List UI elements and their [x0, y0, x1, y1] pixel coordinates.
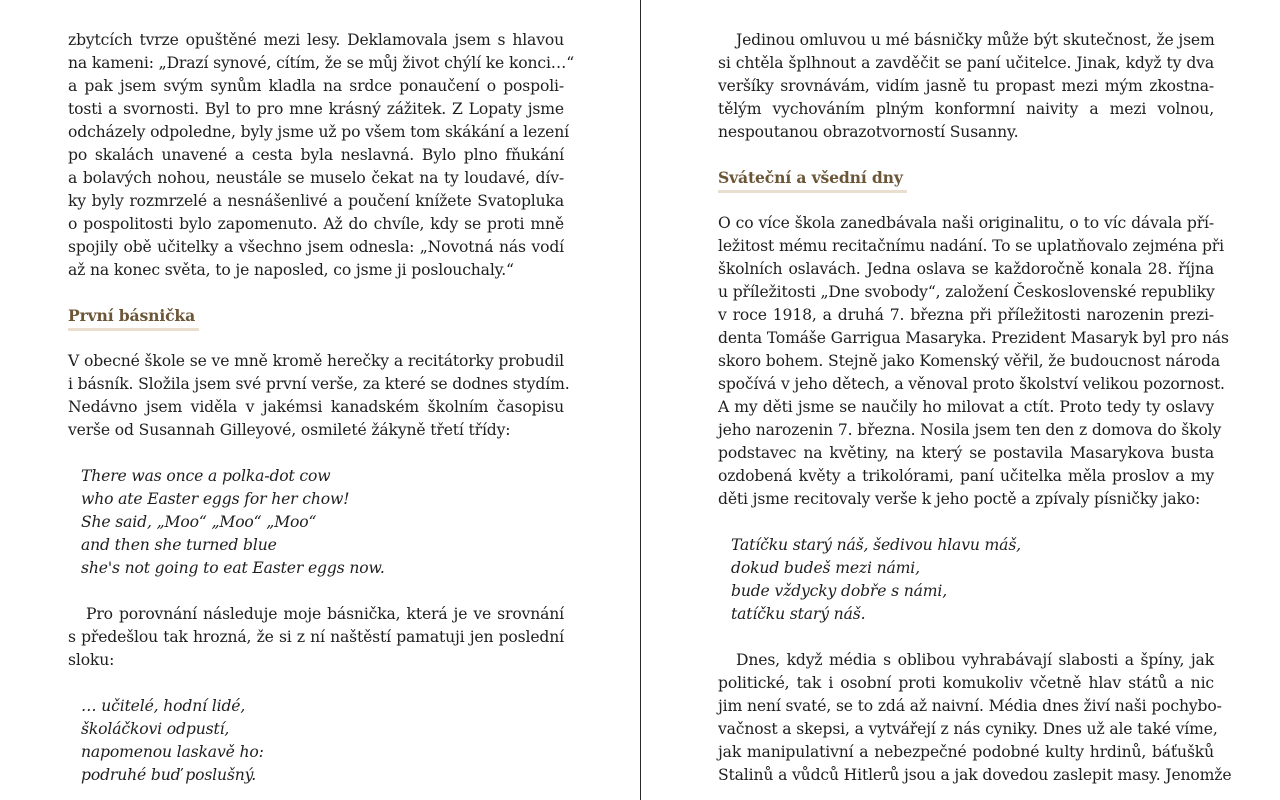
verse-line: dokud budeš mezi námi, [731, 559, 920, 577]
heading-underline [68, 328, 199, 331]
text-line: děti jsme recitovaly verše k jeho poctě a zpívaly písničky jako: [718, 490, 1201, 508]
verse-line: She said, „Moo“ „Moo“ „Moo“ [81, 513, 317, 531]
heading-underline [718, 190, 907, 193]
paragraph-comparison [68, 603, 564, 672]
text-line: skoro bohem. Stejně jako Komenský věřil, že budoucnost národa [718, 352, 1220, 370]
text-line: zbytcích tvrze opuštěné mezi lesy. Deklamovala jsem s hlavou [68, 31, 564, 49]
text-line: A my děti jsme se naučily ho milovat a ctít. Proto tedy ty oslavy [718, 398, 1214, 416]
text-line: Pro porovnání následuje moje básnička, která je ve srovnání [86, 605, 564, 623]
paragraph-lopata-trip [68, 29, 575, 282]
text-line: Jedinou omluvou u mé básničky může být skutečnost, že jsem [736, 31, 1215, 49]
text-line: ky byly rozmrzelé a nesnášenlivé a poučení knížete Svatopluka [68, 192, 564, 210]
text-line: u příležitosti „Dne svobody“, založení Československé republiky [718, 283, 1215, 301]
text-line: O co více škola zanedbávala naši originalitu, o to víc dávala pří- [718, 214, 1214, 232]
paragraph-excuse [718, 29, 1214, 144]
text-line: tělým vychováním plným konformní naivity a mezi volnou, [718, 100, 1214, 118]
text-line: nespoutanou obrazotvorností Susanny. [718, 123, 1019, 141]
verse-line: napomenou laskavě ho: [81, 743, 264, 761]
section-heading-text: Sváteční a všední dny [718, 168, 903, 187]
verse-line: she's not going to eat Easter eggs now. [81, 559, 385, 577]
paragraph-media [718, 649, 1232, 787]
verse-teachers [68, 695, 564, 787]
verse-line: There was once a polka-dot cow [81, 467, 331, 485]
section-heading-holidays [718, 166, 907, 193]
text-line: denta Tomáše Garrigua Masaryka. Prezident Masaryk byl pro nás [718, 329, 1229, 347]
text-line: s předešlou tak hrozná, že si z ní naštěstí pamatuji jen poslední [68, 628, 564, 646]
section-heading-first-poem [68, 304, 199, 331]
text-line: sloku: [68, 651, 115, 669]
text-line: spočívá v jeho dětech, a věnoval proto školství velikou pozornost. [718, 375, 1225, 393]
verse-line: školáčkovi odpustí, [81, 720, 230, 738]
paragraph-holidays [718, 212, 1229, 511]
text-line: politické, tak i osobní proti komukoliv včetně hlav států a nic [718, 674, 1214, 692]
text-line: o pospolitosti bylo zapomenuto. Až do chvíle, kdy se proti mně [68, 215, 564, 233]
text-line: podstavec na květiny, na který se postavila Masarykova busta [718, 444, 1214, 462]
right-page [718, 29, 1232, 787]
text-line: a pak jsem svým synům kladla na srdce ponaučení o pospoli- [68, 77, 564, 95]
text-line: a bolavých nohou, neustále se muselo čekat na ty loudavé, dív- [68, 169, 564, 187]
text-line: jeho narozenin 7. března. Nosila jsem ten den z domova do školy [718, 421, 1222, 439]
paragraph-school-poet [68, 350, 570, 442]
left-page [68, 29, 575, 787]
text-line: tosti a svornosti. Byl to pro mne krásný zážitek. Z Lopaty jsme [68, 100, 564, 118]
text-line: si chtěla šplhnout a zavděčit se paní učitelce. Jinak, když ty dva [718, 54, 1214, 72]
verse-line: who ate Easter eggs for her chow! [81, 490, 350, 508]
text-line: až na konec světa, to je naposled, co jsme ji poslouchaly.“ [68, 261, 514, 279]
verse-polka-dot-cow [68, 465, 564, 580]
text-line: Dnes, když média s oblibou vyhrabávají slabosti a špíny, jak [736, 651, 1214, 669]
text-line: V obecné škole se ve mně kromě herečky a recitátorky probudil [68, 352, 564, 370]
verse-line: … učitelé, hodní lidé, [81, 697, 246, 715]
page-divider [640, 0, 641, 800]
text-line: i básník. Složila jsem své první verše, za které se dodnes stydím. [68, 375, 570, 393]
text-line: v roce 1918, a druhá 7. března při příležitosti narozenin prezi- [718, 306, 1214, 324]
text-line: odcházely odpoledne, byly jsme už po všem tom skákání a lezení [68, 123, 569, 141]
verse-line: and then she turned blue [81, 536, 277, 554]
text-line: spojily obě učitelky a všechno jsem odnesla: „Novotná nás vodí [68, 238, 564, 256]
text-line: školních oslavách. Jedna oslava se každoročně konala 28. října [718, 260, 1214, 278]
verse-line: Tatíčku starý náš, šedivou hlavu máš, [731, 536, 1021, 554]
text-line: jak manipulativní a nebezpečné podobné kulty hrdinů, báťušků [718, 743, 1214, 761]
text-line: po skalách unavené a cesta byla neslavná. Bylo plno fňukání [68, 146, 564, 164]
text-line: ozdobená květy a trikolórami, paní učitelka měla proslov a my [718, 467, 1214, 485]
text-line: jim není svaté, se to zdá až naivní. Média dnes živí naši pochybo- [718, 697, 1222, 715]
section-heading-text: První básnička [68, 306, 196, 325]
verse-line: podruhé buď poslušný. [81, 766, 257, 784]
verse-taticku [718, 534, 1214, 626]
verse-line: tatíčku starý náš. [731, 605, 866, 623]
verse-line: bude vždycky dobře s námi, [731, 582, 948, 600]
text-line: verše od Susannah Gilleyové, osmileté žákyně třetí třídy: [68, 421, 511, 439]
text-line: veršíky srovnávám, vidím jasně tu propast mezi mým zkostna- [718, 77, 1214, 95]
text-line: vačnost a skepsi, a vytvářejí z nás cyniky. Dnes už ale také víme, [718, 720, 1218, 738]
text-line: Nedávno jsem viděla v jakémsi kanadském školním časopisu [68, 398, 564, 416]
text-line: ležitost mému recitačnímu nadání. To se uplatňovalo zejména při [718, 237, 1224, 255]
text-line: Stalinů a vůdců Hitlerů jsou a jak dovedou zaslepit masy. Jenomže [718, 766, 1232, 784]
text-line: na kameni: „Drazí synové, cítím, že se můj život chýlí ke konci…“ [68, 54, 575, 72]
